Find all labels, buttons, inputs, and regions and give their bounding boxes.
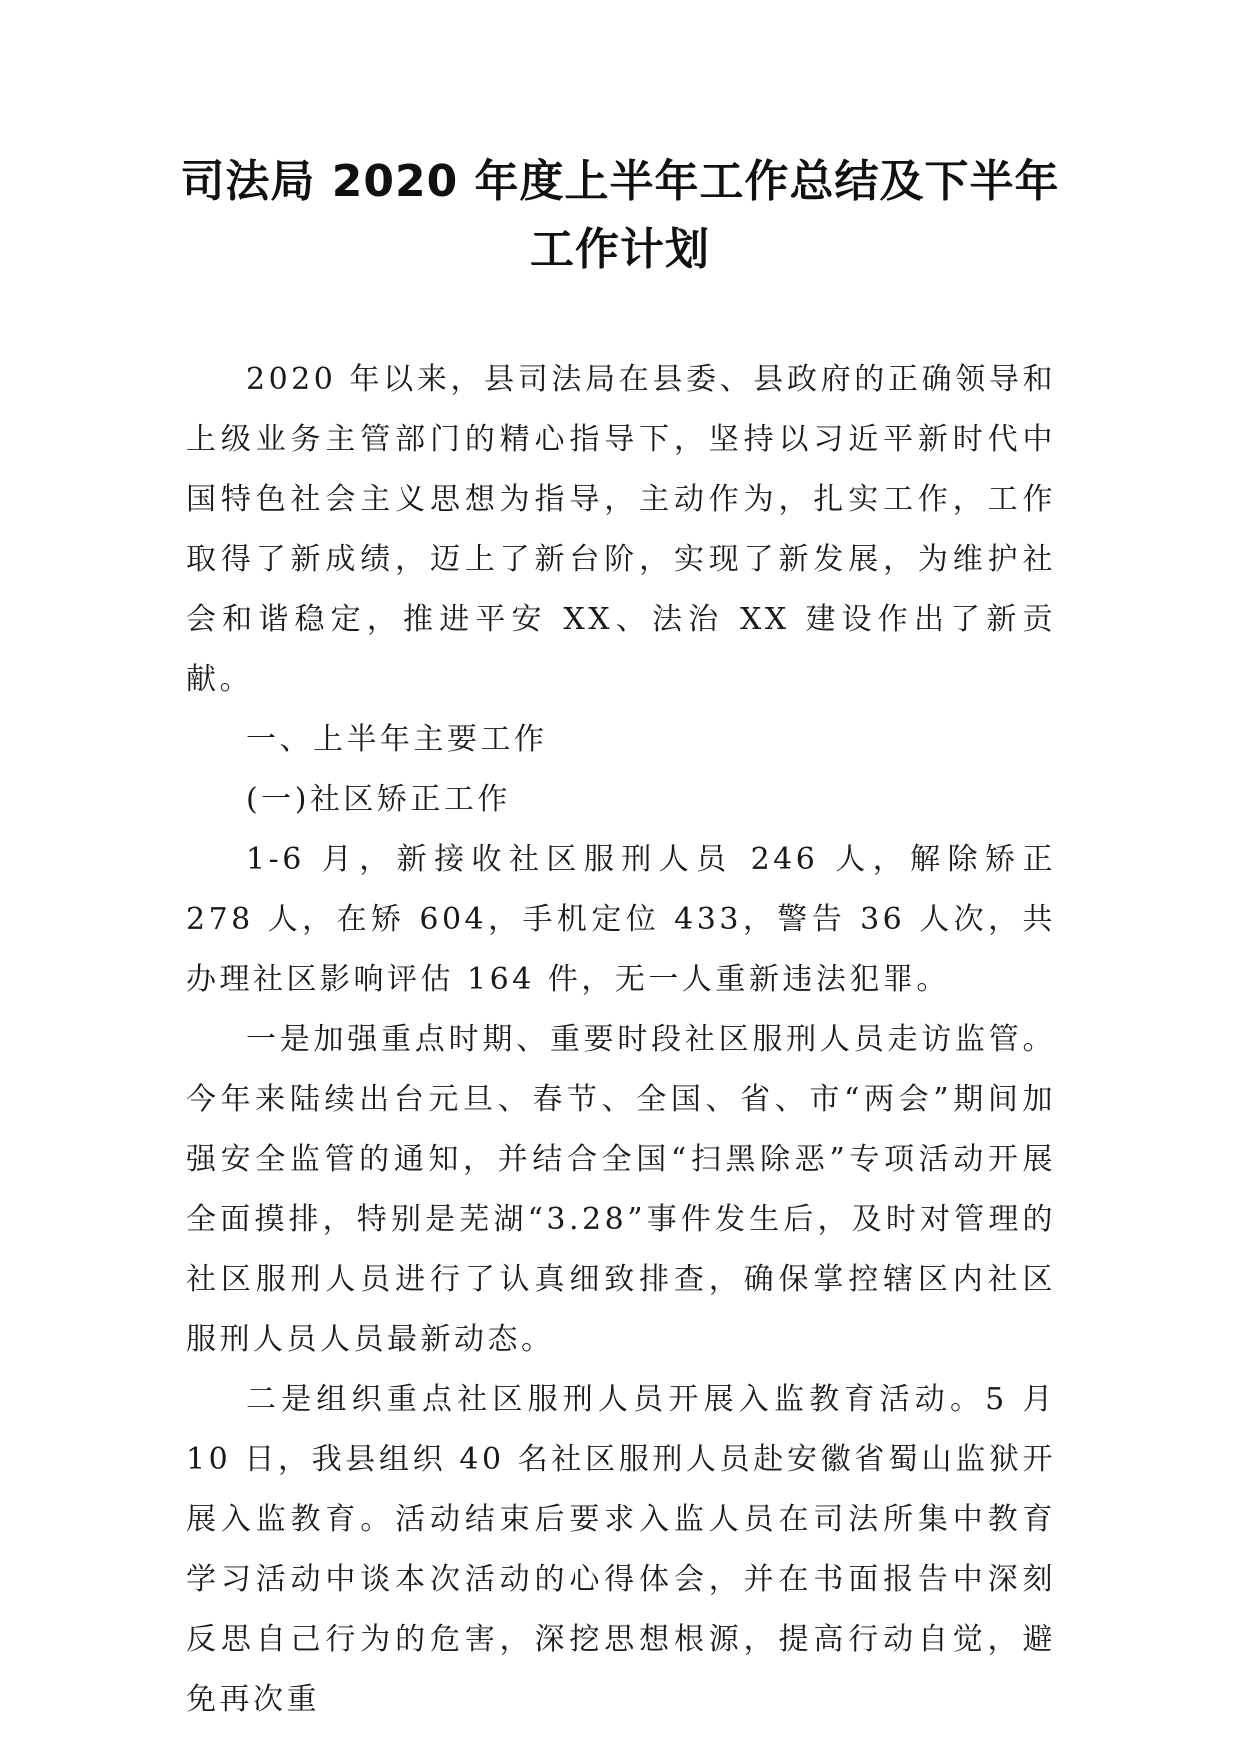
paragraph-statistics: 1-6 月，新接收社区服刑人员 246 人，解除矫正 278 人，在矫 604，手机定位 433，警告 36 人次，共办理社区影响评估 164 件，无一人重新违法犯罪。	[186, 842, 1056, 997]
title-line-2: 工作计划	[530, 224, 710, 275]
paragraph-intro: 2020 年以来，县司法局在县委、县政府的正确领导和上级业务主管部门的精心指导下，坚持以习近平新时代中国特色社会主义思想为指导，主动作为，扎实工作，工作取得了新成绩，迈上了新台阶，实现了新发展，为维护社会和谐稳定，推进平安 XX、法治 XX 建设作出了新贡献。	[186, 362, 1056, 697]
paragraph-item-1: 一是加强重点时期、重要时段社区服刑人员走访监管。今年来陆续出台元旦、春节、全国、省、市“两会”期间加强安全监管的通知，并结合全国“扫黑除恶”专项活动开展全面摸排，特别是芜湖“3.28”事件发生后，及时对管理的社区服刑人员进行了认真细致排查，确保掌控辖区内社区服刑人员人员最新动态。	[186, 1022, 1056, 1357]
title-line-1: 司法局 2020 年度上半年工作总结及下半年	[180, 156, 1060, 207]
subsection-heading-1: (一)社区矫正工作	[246, 782, 511, 817]
document-body	[186, 350, 1056, 1730]
document-title	[150, 148, 1090, 284]
section-heading-1: 一、上半年主要工作	[246, 722, 548, 757]
paragraph-item-2: 二是组织重点社区服刑人员开展入监教育活动。5 月 10 日，我县组织 40 名社区服刑人员赴安徽省蜀山监狱开展入监教育。活动结束后要求入监人员在司法所集中教育学习活动中谈本次活动的心得体会，并在书面报告中深刻反思自己行为的危害，深挖思想根源，提高行动自觉，避免再次重	[186, 1382, 1056, 1717]
